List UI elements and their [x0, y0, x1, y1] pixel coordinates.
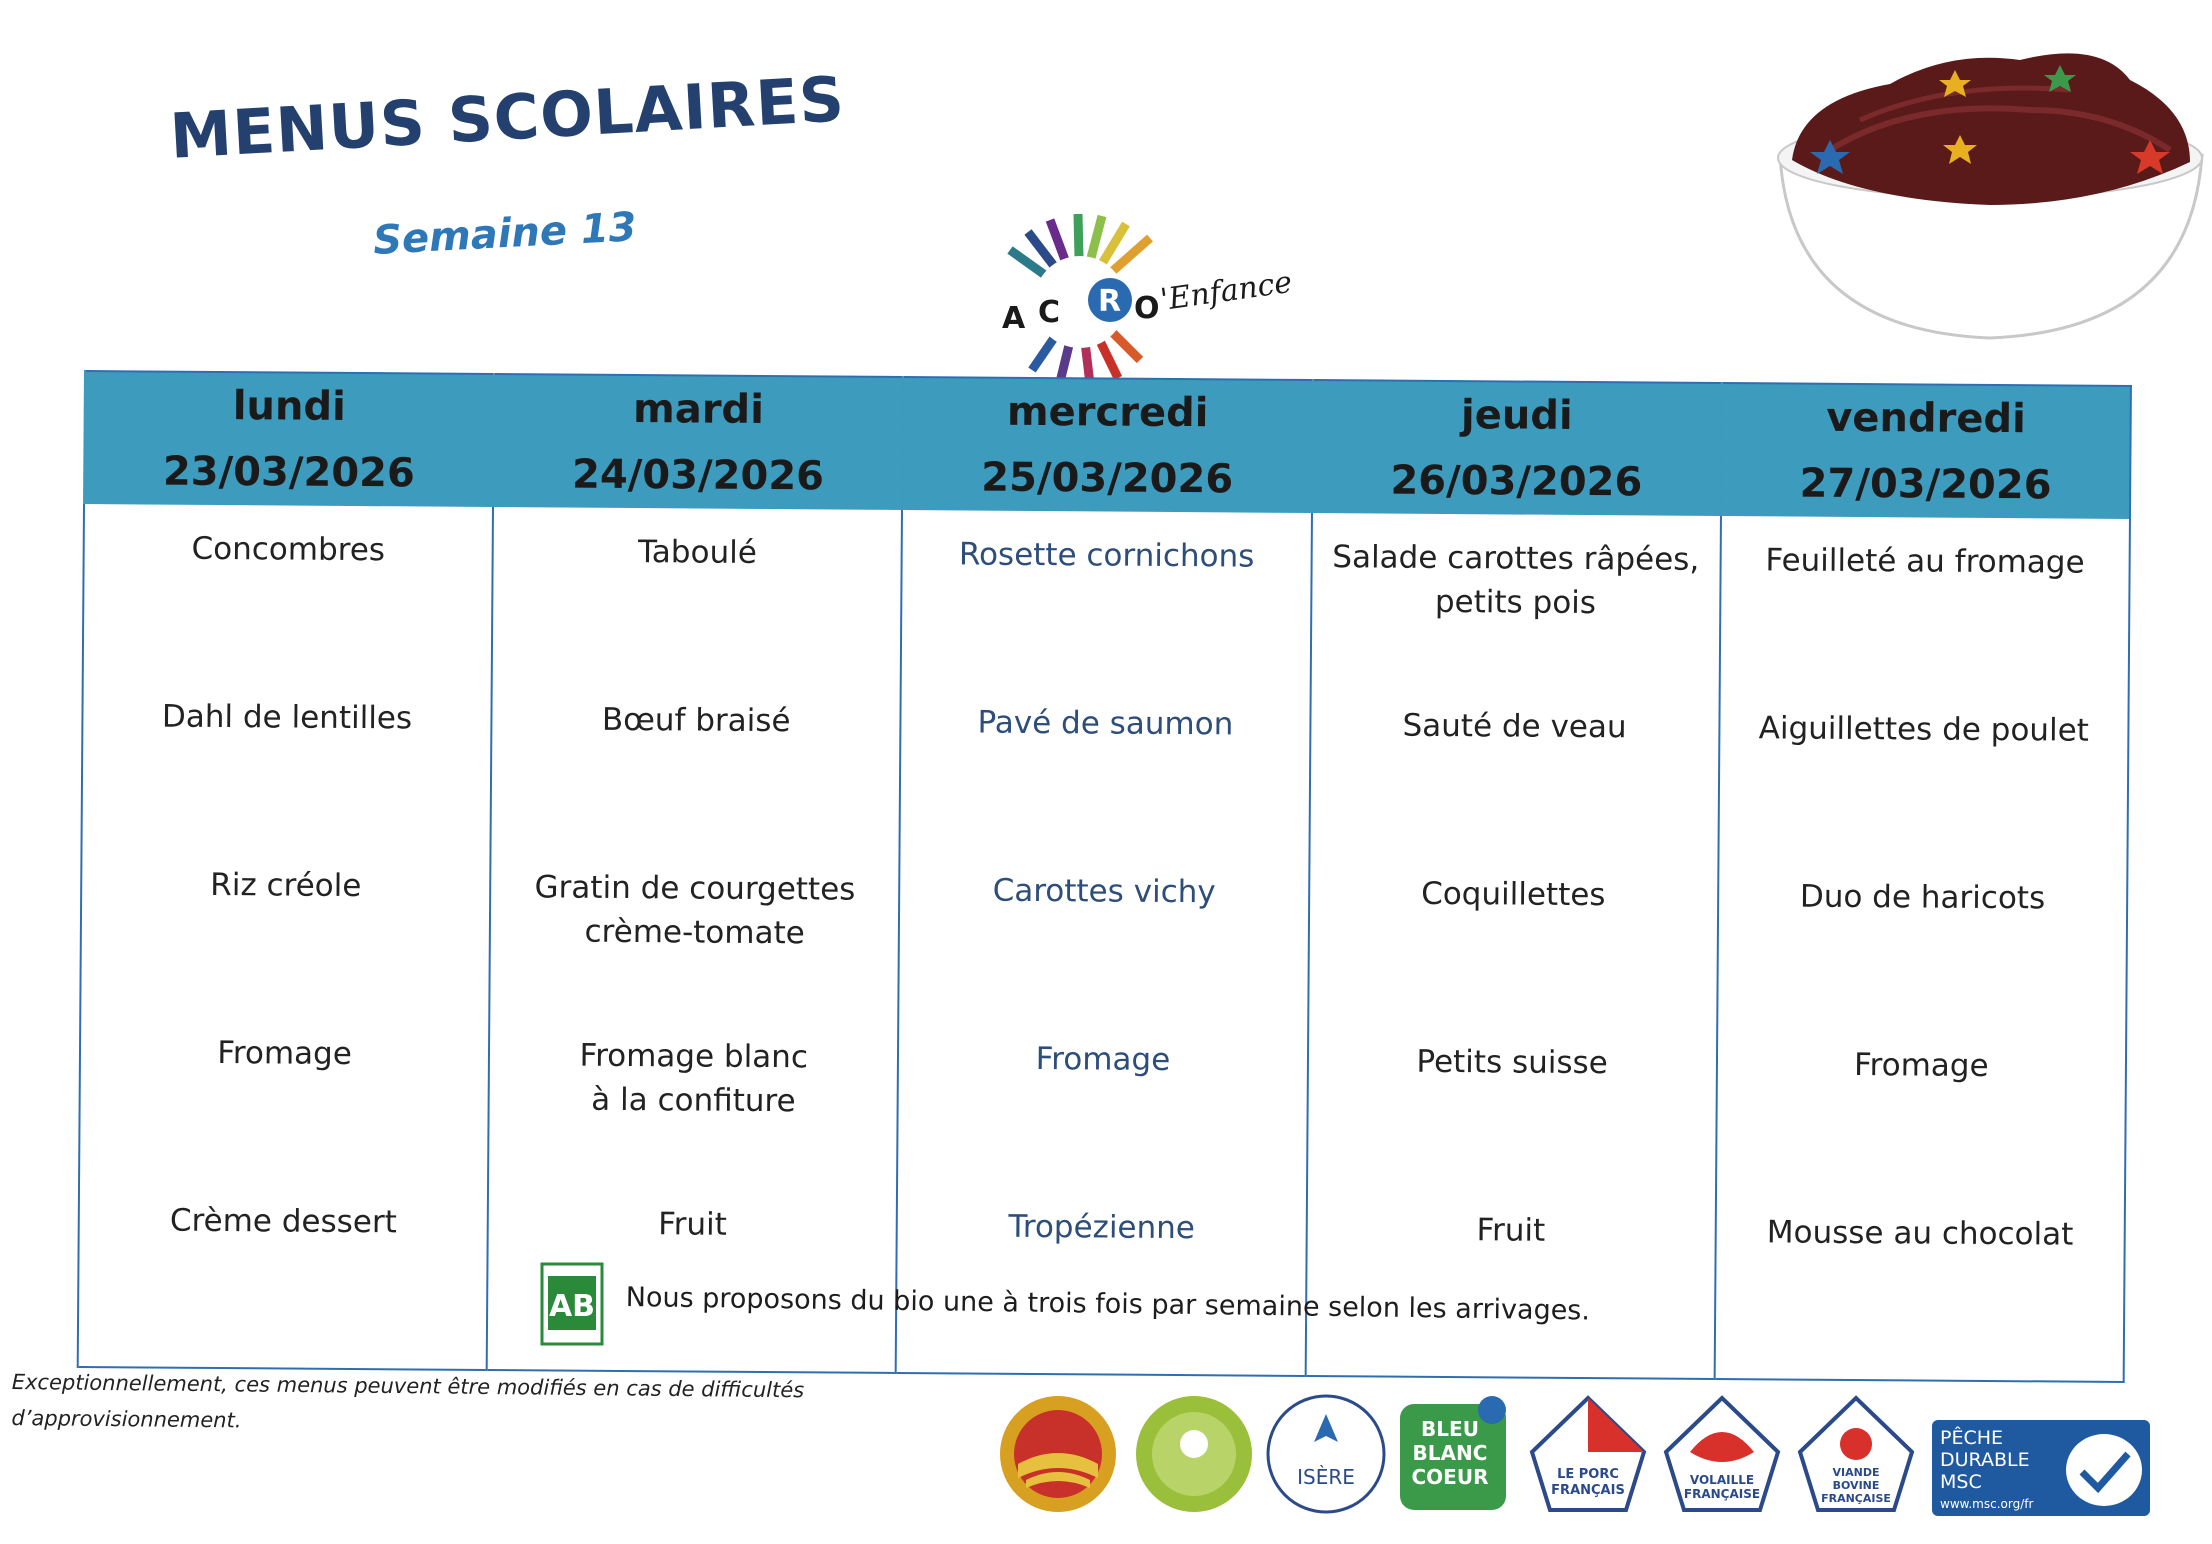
- aop-seal-icon: [996, 1392, 1120, 1516]
- menu-row: [78, 504, 2130, 1382]
- dish-main: Aiguillettes de poulet: [1758, 710, 2090, 749]
- viande-line-3: FRANÇAISE: [1821, 1492, 1891, 1505]
- dish-dairy: Fromage: [1035, 1040, 1171, 1078]
- volaille-line-2: FRANÇAISE: [1683, 1487, 1761, 1501]
- msc-line-1: PÊCHE: [1940, 1427, 2004, 1449]
- isere-label-icon: [1264, 1392, 1388, 1516]
- day-name: lundi: [232, 383, 346, 430]
- isere-label-text: ISÈRE: [1297, 1465, 1355, 1489]
- menu-column-vendredi: [1714, 516, 2130, 1382]
- day-header-jeudi: [1312, 380, 1722, 516]
- dish-dairy: Fromage: [1853, 1046, 1989, 1084]
- disclaimer-text: Exceptionnellement, ces menus peuvent être modifiés en cas de difficultés d’approvisionnement.: [11, 1369, 805, 1433]
- msc-url: www.msc.org/fr: [1940, 1497, 2034, 1511]
- day-name: mercredi: [1006, 388, 1209, 437]
- dish-dessert: Mousse au chocolat: [1766, 1214, 2074, 1253]
- dish-side: Gratin de courgettes crème-tomate: [534, 869, 856, 952]
- le-porc-francais-icon: [1526, 1392, 1650, 1516]
- volaille-line-1: VOLAILLE: [1689, 1473, 1755, 1487]
- day-name: mardi: [632, 386, 765, 433]
- dish-entree: Feuilleté au fromage: [1765, 542, 2085, 581]
- dish-dessert: Crème dessert: [169, 1202, 397, 1241]
- dish-dessert: Tropézienne: [1008, 1208, 1196, 1247]
- dish-main: Dahl de lentilles: [161, 698, 413, 737]
- menu-column-lundi: [78, 504, 494, 1370]
- page-title: MENUS SCOLAIRES: [168, 62, 847, 173]
- dish-entree: Salade carottes râpées, petits pois: [1332, 539, 1700, 622]
- dish-dessert: Fruit: [658, 1206, 728, 1243]
- logo-letter-c: C: [1038, 295, 1061, 330]
- day-name: vendredi: [1826, 394, 2026, 443]
- dish-side: Coquillettes: [1421, 875, 1606, 914]
- volaille-francaise-icon: [1660, 1392, 1784, 1516]
- msc-line-2: DURABLE: [1940, 1449, 2030, 1471]
- logo-letter-o: O: [1134, 291, 1160, 326]
- day-name: jeudi: [1460, 392, 1573, 439]
- dish-side: Duo de haricots: [1799, 878, 2046, 917]
- dish-side: Riz créole: [210, 866, 362, 905]
- weekly-menu-table: [77, 370, 2132, 1383]
- logo-letter-r: R: [1098, 284, 1122, 319]
- day-header-row: [84, 371, 2131, 519]
- dish-entree: Taboulé: [637, 534, 757, 571]
- day-header-lundi: [84, 371, 494, 507]
- hve-seal-icon: [1132, 1392, 1256, 1516]
- ab-organic-icon: [540, 1262, 604, 1346]
- organic-note-text: Nous proposons du bio une à trois fois par semaine selon les arrivages.: [625, 1282, 1591, 1327]
- dish-dairy: Fromage: [217, 1034, 353, 1072]
- weekly-menu-table-wrapper: [78, 370, 2132, 1265]
- msc-peche-durable-icon: [1932, 1420, 2150, 1520]
- msc-line-3: MSC: [1940, 1471, 1982, 1493]
- porc-line-2: FRANÇAIS: [1551, 1483, 1625, 1498]
- dish-dairy: Petits suisse: [1416, 1043, 1608, 1082]
- bbc-line-3: COEUR: [1411, 1465, 1489, 1489]
- day-date: 27/03/2026: [1799, 460, 2052, 509]
- ab-badge-text: AB: [548, 1289, 596, 1324]
- dish-side: Carottes vichy: [992, 872, 1216, 911]
- day-date: 23/03/2026: [162, 448, 415, 497]
- menu-column-jeudi: [1305, 513, 1721, 1379]
- dish-main: Pavé de saumon: [977, 704, 1234, 743]
- bleu-blanc-coeur-icon: [1394, 1392, 1518, 1516]
- dish-dairy: Fromage blanc à la confiture: [579, 1037, 809, 1120]
- week-subtitle: Semaine 13: [372, 204, 638, 264]
- day-date: 26/03/2026: [1390, 457, 1643, 506]
- viande-line-1: VIANDE: [1832, 1466, 1880, 1479]
- bbc-line-1: BLEU: [1421, 1417, 1479, 1441]
- chocolate-mousse-bowl-illustration: [1770, 40, 2210, 340]
- dish-dessert: Fruit: [1476, 1212, 1546, 1249]
- menu-column-mardi: [487, 507, 903, 1373]
- day-header-vendredi: [1721, 383, 2131, 519]
- logo-suffix: 'Enfance: [1158, 264, 1295, 318]
- viande-line-2: BOVINE: [1832, 1479, 1880, 1492]
- dish-entree: Concombres: [191, 530, 386, 569]
- day-date: 24/03/2026: [571, 451, 825, 500]
- dish-entree: Rosette cornichons: [958, 536, 1255, 575]
- dish-main: Sauté de veau: [1402, 707, 1627, 746]
- viande-bovine-francaise-icon: [1794, 1392, 1918, 1516]
- organic-note: [540, 1262, 1640, 1352]
- day-header-mardi: [493, 374, 903, 510]
- porc-line-1: LE PORC: [1557, 1467, 1619, 1482]
- logo-letter-a: A: [1002, 301, 1026, 336]
- quality-labels-row: [996, 1392, 2166, 1532]
- bbc-line-2: BLANC: [1412, 1441, 1488, 1465]
- menu-column-mercredi: [896, 510, 1312, 1376]
- dish-main: Bœuf braisé: [601, 701, 791, 740]
- day-date: 25/03/2026: [981, 454, 1234, 503]
- acro-enfance-logo: [990, 210, 1330, 390]
- day-header-mercredi: [902, 377, 1312, 513]
